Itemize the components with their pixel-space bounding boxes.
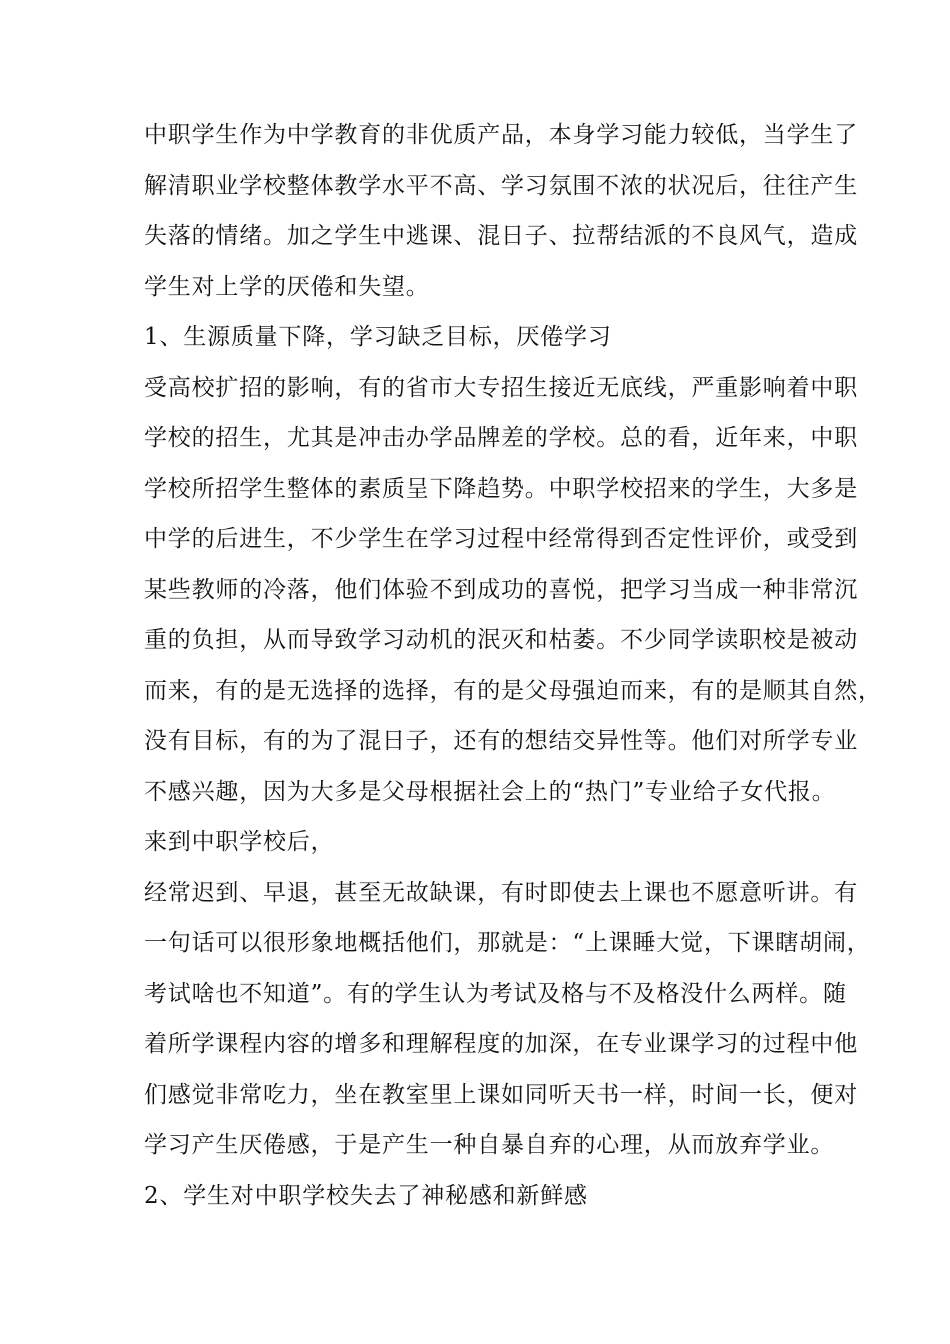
body-text-line: 学生对上学的厌倦和失望。 bbox=[144, 274, 430, 300]
body-text-line: 来到中职学校后， bbox=[144, 829, 335, 855]
section-heading-2: 2、学生对中职学校失去了神秘感和新鲜感 bbox=[144, 1183, 588, 1209]
body-text-line: 着所学课程内容的增多和理解程度的加深，在专业课学习的过程中他 bbox=[144, 1031, 858, 1057]
body-text-line: 们感觉非常吃力，坐在教室里上课如同听天书一样，时间一长，便对 bbox=[144, 1082, 858, 1108]
body-text-line: 学习产生厌倦感，于是产生一种自暴自弃的心理，从而放弃学业。 bbox=[144, 1132, 835, 1158]
body-text-line: 解清职业学校整体教学水平不高、学习氛围不浓的状况后，往往产生 bbox=[144, 173, 858, 199]
body-text-line: 经常迟到、早退，甚至无故缺课，有时即使去上课也不愿意听讲。有 bbox=[144, 880, 858, 906]
body-text-line: 受高校扩招的影响，有的省市大专招生接近无底线，严重影响着中职 bbox=[144, 375, 858, 401]
body-text-line: 学校所招学生整体的素质呈下降趋势。中职学校招来的学生，大多是 bbox=[144, 476, 858, 502]
body-text-line: 一句话可以很形象地概括他们，那就是：“上课睡大觉，下课瞎胡闹， bbox=[144, 930, 871, 956]
body-text-line: 中学的后进生，不少学生在学习过程中经常得到否定性评价，或受到 bbox=[144, 526, 858, 552]
body-text-line: 不感兴趣，因为大多是父母根据社会上的“热门”专业给子女代报。 bbox=[144, 779, 836, 805]
body-text-line: 没有目标，有的为了混日子，还有的想结交异性等。他们对所学专业 bbox=[144, 728, 858, 754]
body-text-line: 重的负担，从而导致学习动机的泯灭和枯萎。不少同学读职校是被动 bbox=[144, 627, 858, 653]
body-text-line: 学校的招生，尤其是冲击办学品牌差的学校。总的看，近年来，中职 bbox=[144, 425, 858, 451]
section-heading-1: 1、生源质量下降，学习缺乏目标，厌倦学习 bbox=[144, 324, 612, 350]
body-text-line: 失落的情绪。加之学生中逃课、混日子、拉帮结派的不良风气，造成 bbox=[144, 223, 858, 249]
body-text-line: 而来，有的是无选择的选择，有的是父母强迫而来，有的是顺其自然， bbox=[144, 678, 882, 704]
body-text-line: 某些教师的冷落，他们体验不到成功的喜悦，把学习当成一种非常沉 bbox=[144, 577, 858, 603]
body-text-line: 中职学生作为中学教育的非优质产品，本身学习能力较低，当学生了 bbox=[144, 122, 858, 148]
body-text-line: 考试啥也不知道”。有的学生认为考试及格与不及格没什么两样。随 bbox=[144, 981, 847, 1007]
